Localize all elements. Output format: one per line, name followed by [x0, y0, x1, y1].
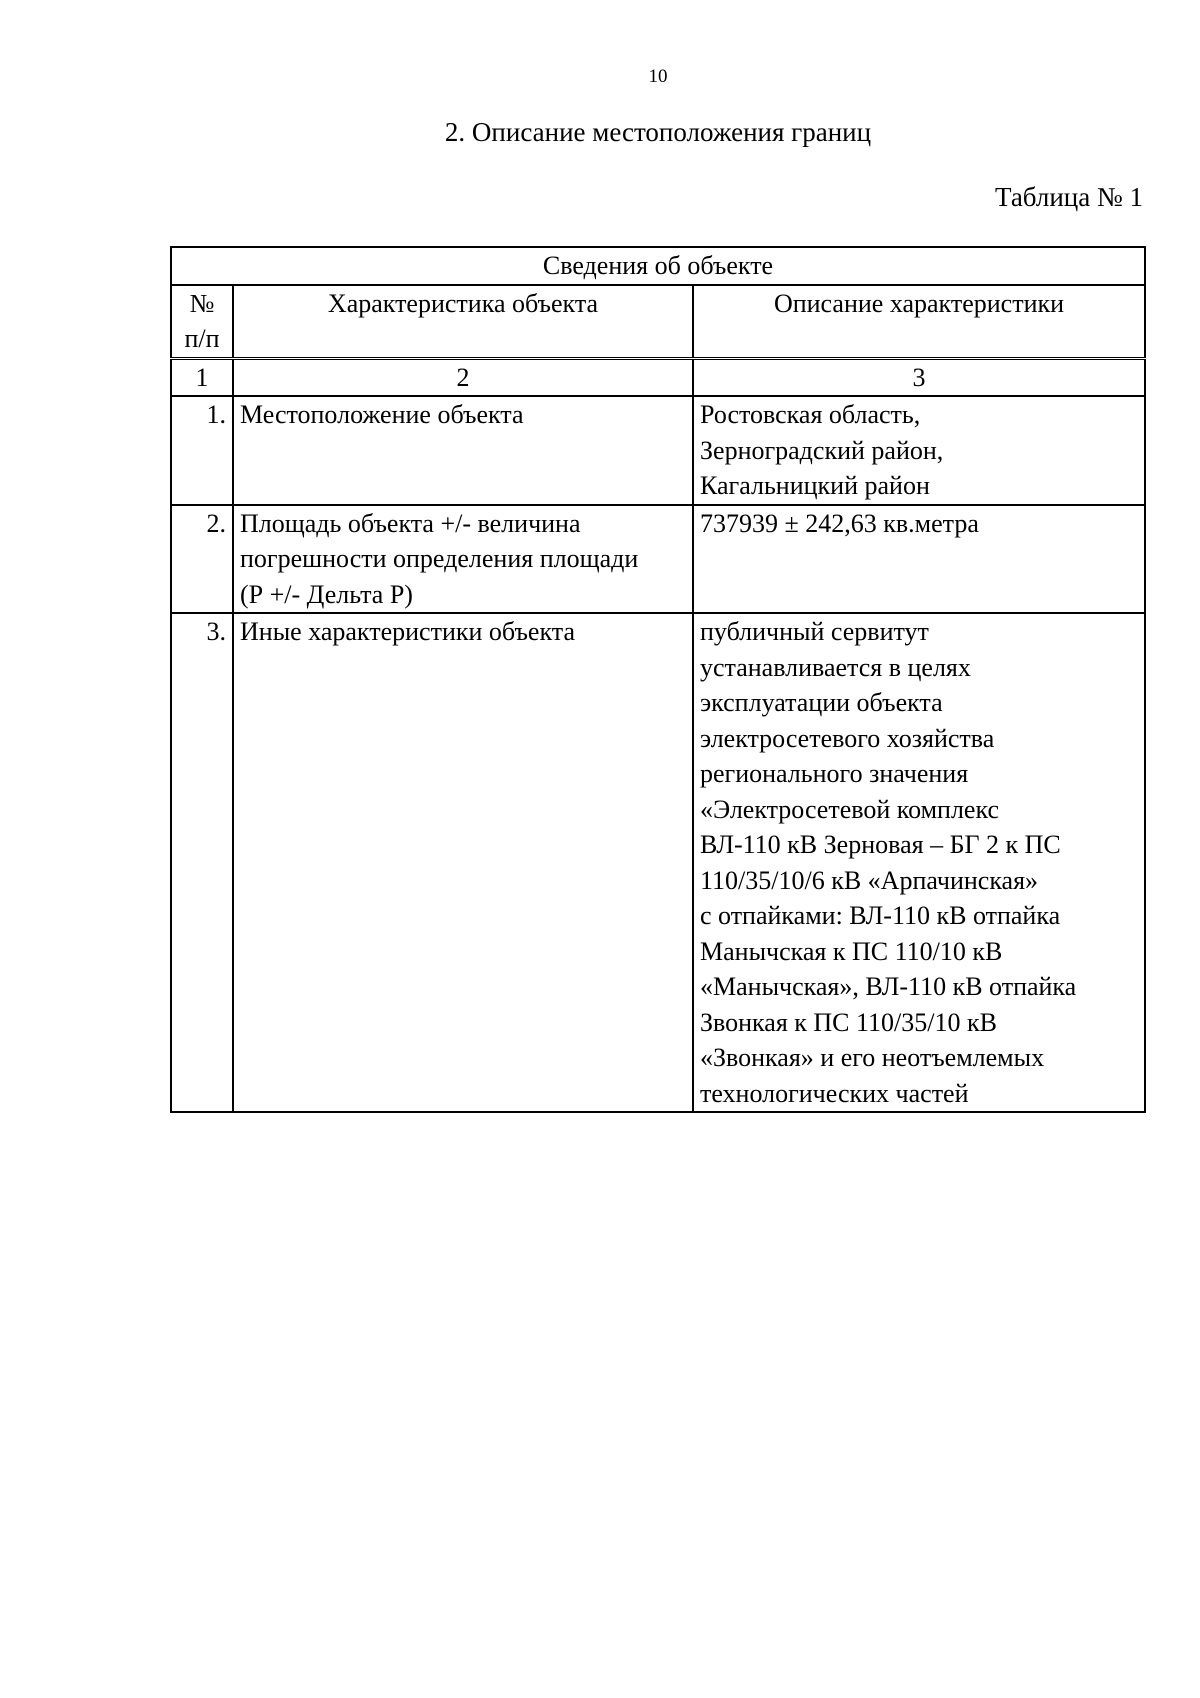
row-description: 737939 ± 242,63 кв.метра	[693, 505, 1145, 614]
column-number-2: 2	[233, 358, 693, 396]
header-description: Описание характеристики	[693, 285, 1145, 359]
row-description: публичный сервитут устанавливается в целях эксплуатации объекта электросетевого хозяйства регионального значения «Электросетевой комплекс ВЛ-110 кВ Зерновая – БГ 2 к ПС 110/35/10/6 кВ «Арпачинская» с отпайками: ВЛ-110 кВ отпайка Манычская к ПС 110/10 кВ «Манычская», ВЛ-110 кВ отпайка Звонкая к ПС 110/35/10 кВ «Звонкая» и его неотъемлемых технологических частей	[693, 613, 1145, 1112]
row-number: 1.	[171, 396, 233, 505]
row-characteristic: Местоположение объекта	[233, 396, 693, 505]
table-row	[171, 396, 1145, 505]
table-header-row	[171, 285, 1145, 359]
header-characteristic: Характеристика объекта	[233, 285, 693, 359]
table-row	[171, 505, 1145, 614]
row-characteristic: Иные характеристики объекта	[233, 613, 693, 1112]
row-characteristic: Площадь объекта +/- величина погрешности определения площади (Р +/- Дельта Р)	[233, 505, 693, 614]
table-caption: Таблица № 1	[995, 182, 1143, 212]
column-number-3: 3	[693, 358, 1145, 396]
section-heading: 2. Описание местоположения границ	[444, 117, 872, 147]
table-row	[171, 613, 1145, 1112]
row-number: 2.	[171, 505, 233, 614]
table-title: Сведения об объекте	[171, 247, 1145, 285]
page-number: 10	[648, 66, 668, 87]
table-title-row	[171, 247, 1145, 285]
column-number-1: 1	[171, 358, 233, 396]
header-number: № п/п	[171, 285, 233, 359]
row-number: 3.	[171, 613, 233, 1112]
row-description: Ростовская область, Зерноградский район, Кагальницкий район	[693, 396, 1145, 505]
column-number-row	[171, 358, 1145, 396]
object-info-table	[170, 246, 1146, 1113]
